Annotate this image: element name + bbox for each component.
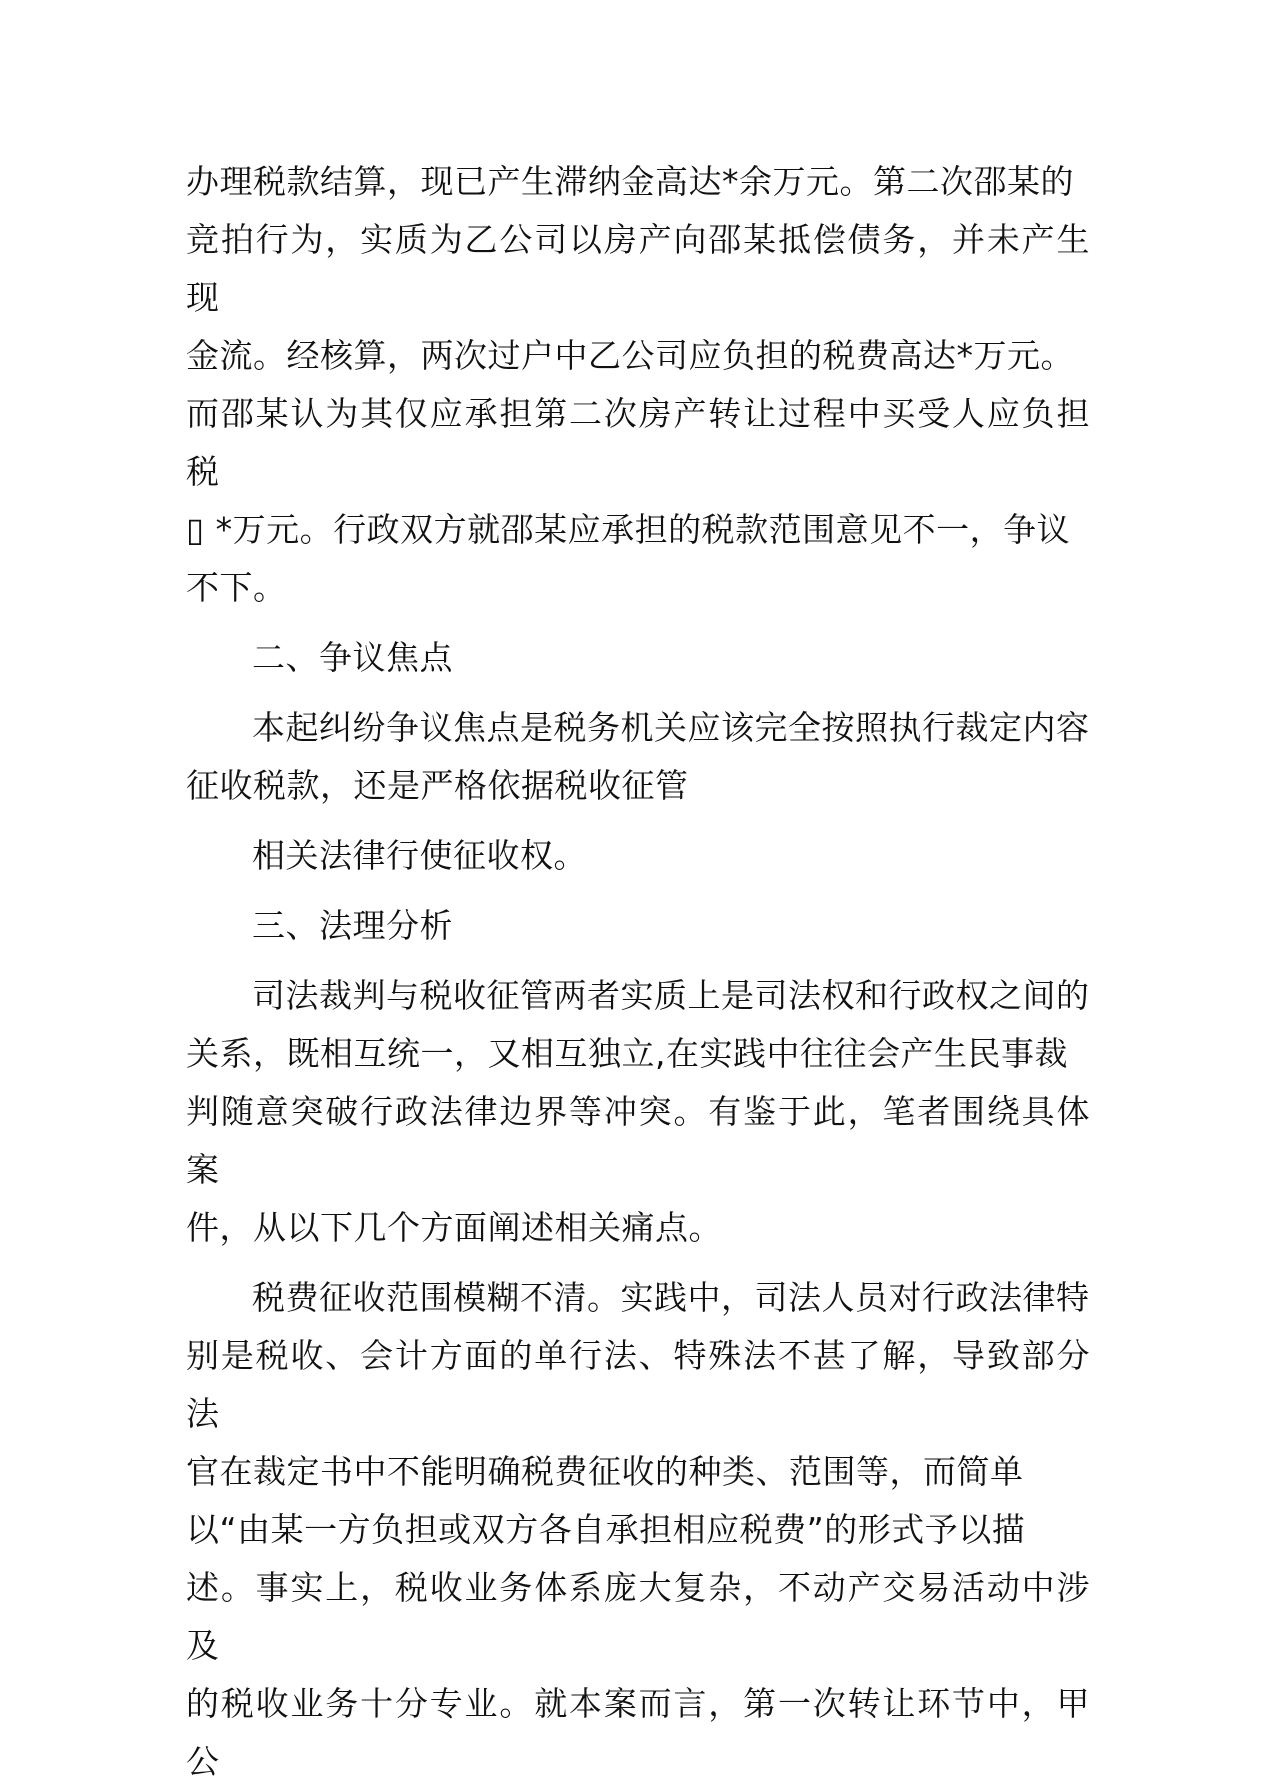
text-line: 司法裁判与税收征管两者实质上是司法权和行政权之间的 [252,976,1090,1015]
text-line: 本起纠纷争议焦点是税务机关应该完全按照执行裁定内容 [252,708,1090,747]
heading-text: 二、争议焦点 [252,638,453,677]
text-line: 相关法律行使征收权。 [252,836,587,875]
paragraph-tax-scope [186,1269,1090,1791]
paragraph-continuation-2 [186,827,1090,885]
text-line: 关系，既相互统一，又相互独立,在实践中往往会产生民事裁 [186,1034,1068,1073]
text-line: 件，从以下几个方面阐述相关痛点。 [186,1208,722,1247]
document-body [186,153,1090,1791]
text-line: 征收税款，还是严格依据税收征管 [186,766,689,805]
text-line: 以“由某一方负担或双方各自承担相应税费”的形式予以描 [186,1510,1026,1549]
section-heading-legal-analysis [186,897,1090,955]
text-line: 官在裁定书中不能明确税费征收的种类、范围等，而简单 [186,1452,1024,1491]
section-heading-dispute-focus [186,629,1090,687]
paragraph-legal-analysis [186,967,1090,1257]
text-line: 不下。 [186,568,287,607]
text-line: 办理税款结算，现已产生滞纳金高达*余万元。第二次邵某的 [186,162,1074,201]
text-line: 述。事实上，税收业务体系庞大复杂，不动产交易活动中涉及 [186,1568,1090,1665]
text-line: 判随意突破行政法律边界等冲突。有鉴于此，笔者围绕具体案 [186,1092,1090,1189]
text-line: 竞拍行为，实质为乙公司以房产向邵某抵偿债务，并未产生现 [186,220,1090,317]
text-line: 而邵某认为其仅应承担第二次房产转让过程中买受人应负担税 [186,394,1090,491]
text-line: 别是税收、会计方面的单行法、特殊法不甚了解，导致部分法 [186,1336,1090,1433]
text-line: ▯ *万元。行政双方就邵某应承担的税款范围意见不一，争议 [186,510,1071,549]
text-line: 税费征收范围模糊不清。实践中，司法人员对行政法律特 [252,1278,1090,1317]
text-line: 金流。经核算，两次过户中乙公司应负担的税费高达*万元。 [186,336,1074,375]
text-line: 的税收业务十分专业。就本案而言，第一次转让环节中，甲公 [186,1684,1090,1781]
paragraph-dispute-focus [186,699,1090,815]
paragraph-continuation [186,153,1090,617]
heading-text: 三、法理分析 [252,906,453,945]
